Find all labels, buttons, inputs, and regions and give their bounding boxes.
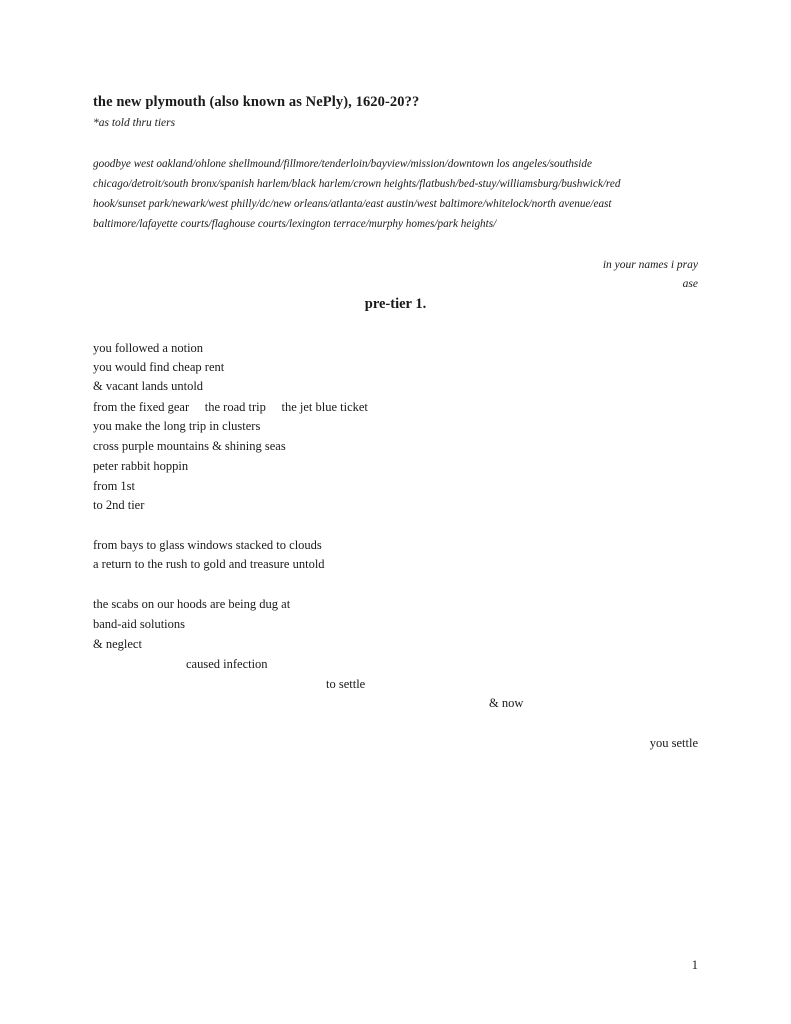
poem-line: to 2nd tier	[93, 498, 145, 512]
section-heading: pre-tier 1.	[364, 296, 427, 312]
poem-line: cross purple mountains & shining seas	[93, 439, 286, 453]
poem-line: from the fixed gear the road trip the jet blue ticket	[93, 400, 368, 414]
places-line: goodbye west oakland/ohlone shellmound/fillmore/tenderloin/bayview/mission/downtown los angeles/southside	[93, 158, 592, 170]
poem-line: a return to the rush to gold and treasure untold	[93, 557, 325, 571]
prayer-block	[603, 256, 698, 294]
places-line: hook/sunset park/newark/west philly/dc/new orleans/atlanta/east austin/west baltimore/whitelock/north avenue/east	[93, 198, 612, 210]
poem-line: & vacant lands untold	[93, 379, 204, 393]
poem-line: you followed a notion	[93, 341, 204, 355]
poem-line: from bays to glass windows stacked to clouds	[93, 538, 322, 552]
poem-line: you settle	[649, 736, 698, 750]
poem-line: & neglect	[93, 637, 142, 651]
poem-line: to settle	[326, 677, 366, 691]
poem-line: from 1st	[93, 479, 136, 493]
poem-line: the scabs on our hoods are being dug at	[93, 597, 291, 611]
poem-line: you would find cheap rent	[93, 360, 225, 374]
poem-line: you make the long trip in clusters	[93, 419, 261, 433]
prayer-line: ase	[682, 278, 698, 290]
places-line: baltimore/lafayette courts/flaghouse courts/lexington terrace/murphy homes/park heights/	[93, 218, 497, 230]
page-number: 1	[691, 958, 698, 972]
poem-line: band-aid solutions	[93, 617, 186, 631]
places-paragraph	[93, 154, 693, 234]
poem-line: peter rabbit hoppin	[93, 459, 189, 473]
poem-line: & now	[489, 696, 524, 710]
prayer-line: in your names i pray	[602, 259, 698, 271]
places-line: chicago/detroit/south bronx/spanish harlem/black harlem/crown heights/flatbush/bed-stuy/williamsburg/bushwick/red	[93, 178, 621, 190]
page-title: the new plymouth (also known as NePly), 1620-20??	[93, 94, 420, 110]
subtitle: *as told thru tiers	[93, 117, 176, 129]
poem-line: caused infection	[186, 657, 268, 671]
